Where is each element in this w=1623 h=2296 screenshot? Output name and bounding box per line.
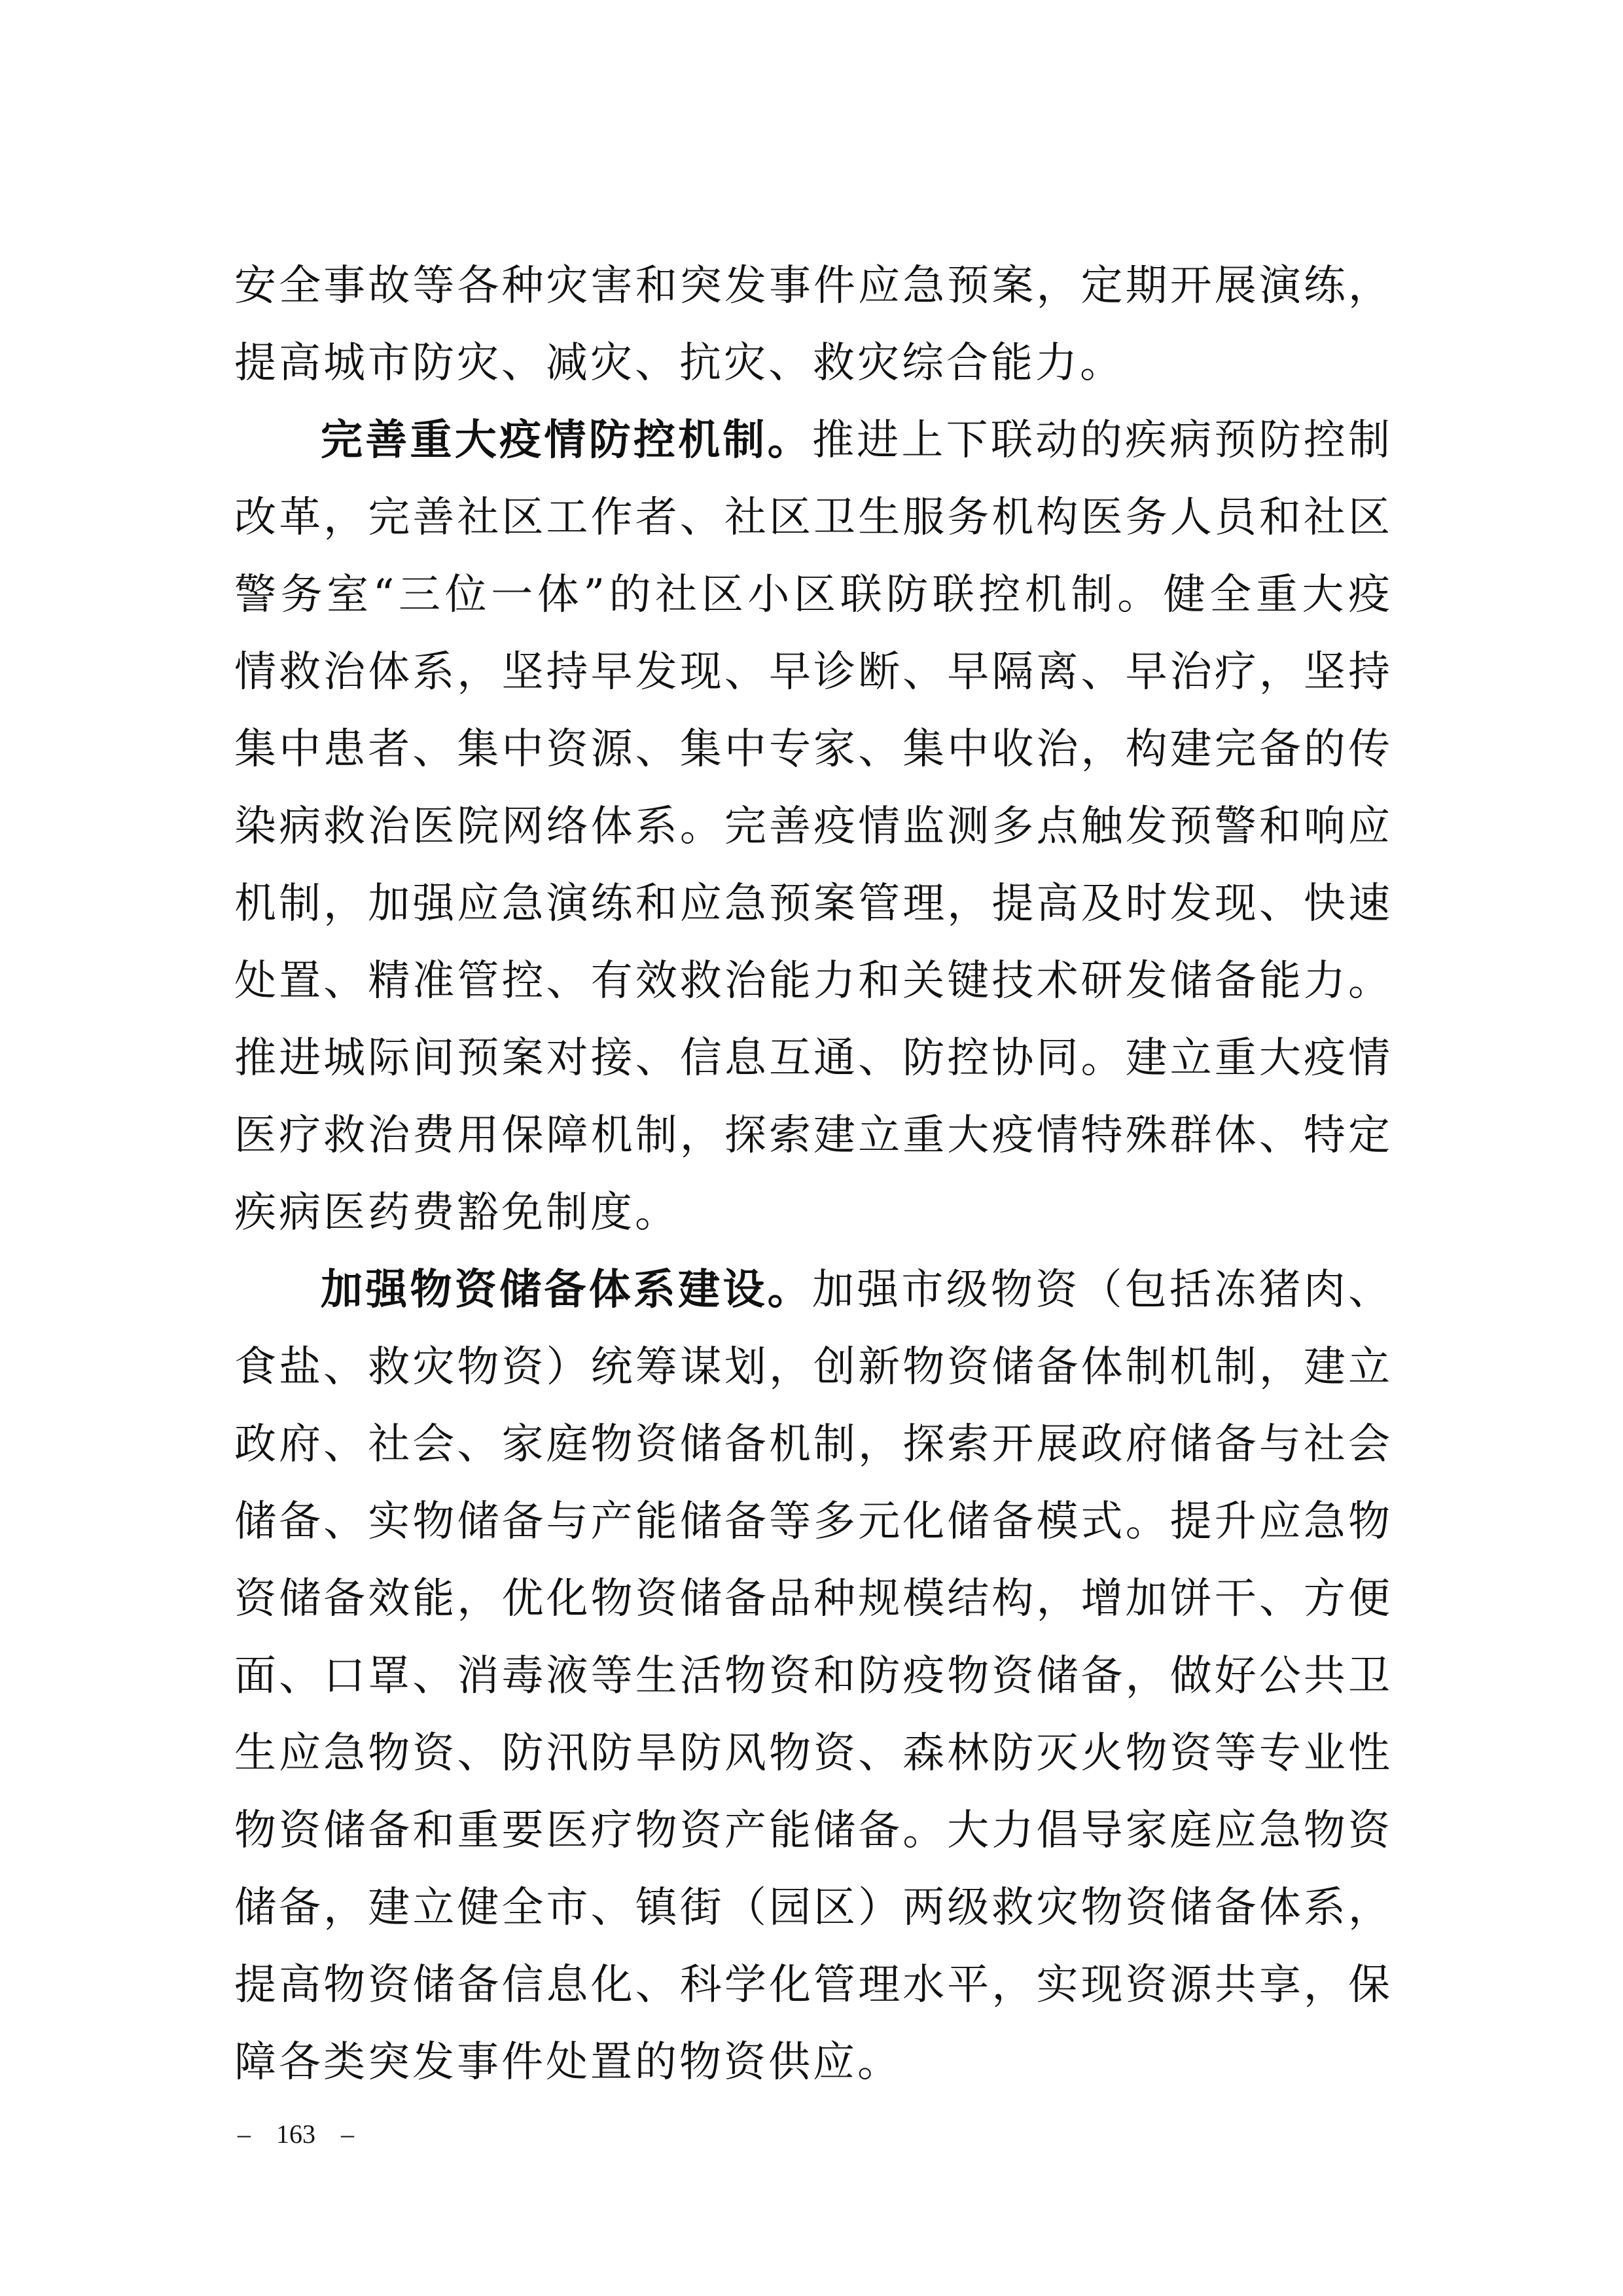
page-footer [234, 2118, 357, 2151]
footer-dash-left: – [238, 2119, 251, 2149]
paragraph-text: 推进上下联动的疾病预防控制改革，完善社区工作者、社区卫生服务机构医务人员和社区警务室“三位一体”的社区小区联防联控机制。健全重大疫情救治体系，坚持早发现、早诊断、早隔离、早治疗，坚持集中患者、集中资源、集中专家、集中收治，构建完备的传染病救治医院网络体系。完善疫情监测多点触发预警和响应机制，加强应急演练和应急预案管理，提高及时发现、快速处置、精准管控、有效救治能力和关键技术研发储备能力。推进城际间预案对接、信息互通、防控协同。建立重大疫情医疗救治费用保障机制，探索建立重大疫情特殊群体、特定疾病医药费豁免制度。 [234, 416, 1393, 1237]
paragraph-epidemic-control [234, 402, 1393, 1251]
paragraph-continuation [234, 247, 1393, 402]
footer-dash-right: – [341, 2119, 354, 2149]
paragraph-text: 加强市级物资（包括冻猪肉、食盐、救灾物资）统筹谋划，创新物资储备体制机制，建立政府、社会、家庭物资储备机制，探索开展政府储备与社会储备、实物储备与产能储备等多元化储备模式。提升应急物资储备效能，优化物资储备品种规模结构，增加饼干、方便面、口罩、消毒液等生活物资和防疫物资储备，做好公共卫生应急物资、防汛防旱防风物资、森林防灭火物资等专业性物资储备和重要医疗物资产能储备。大力倡导家庭应急物资储备，建立健全市、镇街（园区）两级救灾物资储备体系，提高物资储备信息化、科学化管理水平，实现资源共享，保障各类突发事件处置的物资供应。 [234, 1266, 1393, 2087]
paragraph-heading: 完善重大疫情防控机制。 [321, 416, 812, 465]
paragraph-material-reserve [234, 1251, 1393, 2101]
document-body [234, 247, 1393, 2101]
paragraph-heading: 加强物资储备体系建设。 [321, 1266, 812, 1314]
paragraph-text: 安全事故等各种灾害和突发事件应急预案，定期开展演练，提高城市防灾、减灾、抗灾、救灾综合能力。 [234, 262, 1393, 387]
page-number: 163 [276, 2119, 315, 2149]
